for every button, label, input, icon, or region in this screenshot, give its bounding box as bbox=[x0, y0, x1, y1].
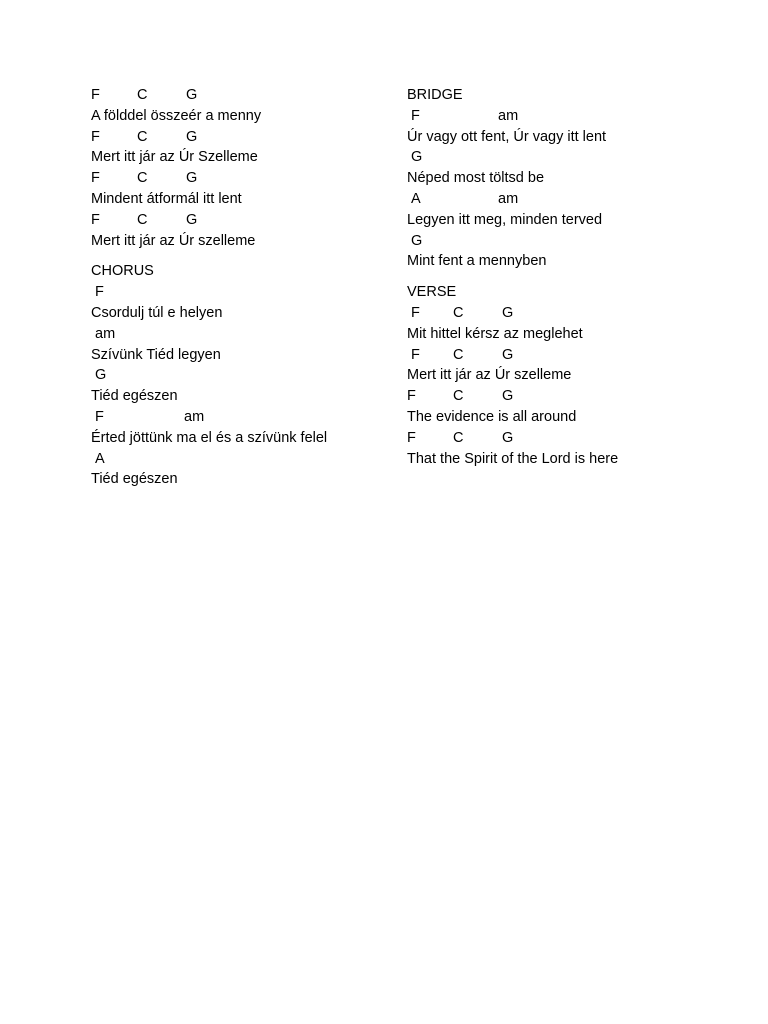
chord-line bbox=[91, 127, 431, 148]
chord: F bbox=[95, 284, 104, 301]
chorus-section bbox=[91, 261, 431, 490]
chord: G bbox=[411, 149, 423, 166]
chord: C bbox=[453, 304, 464, 321]
lyric-line: Szívünk Tiéd legyen bbox=[91, 346, 221, 363]
chord: G bbox=[186, 87, 198, 103]
chord: A bbox=[411, 190, 421, 207]
chord-line bbox=[407, 386, 747, 407]
chord: am bbox=[498, 107, 519, 124]
chord: am bbox=[498, 190, 519, 207]
lyric-line: The evidence is all around bbox=[407, 408, 577, 425]
left-column bbox=[91, 85, 431, 500]
chord: C bbox=[137, 211, 148, 228]
chord: F bbox=[411, 346, 420, 363]
section-heading: CHORUS bbox=[91, 263, 154, 280]
section-heading: VERSE bbox=[407, 284, 457, 301]
chord: C bbox=[453, 346, 464, 363]
chord-line bbox=[407, 428, 747, 449]
chord-line bbox=[91, 85, 431, 106]
lyric-line: Mit hittel kérsz az meglehet bbox=[407, 325, 583, 342]
chord: F bbox=[411, 107, 420, 124]
lyric-line: A földdel összeér a menny bbox=[91, 107, 262, 124]
lyric-line: Tiéd egészen bbox=[91, 388, 178, 405]
lyric-line: Mert itt jár az Úr Szelleme bbox=[91, 149, 258, 166]
chord: F bbox=[411, 304, 420, 321]
lyric-line: Néped most töltsd be bbox=[407, 170, 545, 187]
chord: C bbox=[453, 429, 464, 446]
chord: F bbox=[91, 211, 100, 228]
chord: C bbox=[137, 128, 148, 145]
chord: G bbox=[186, 128, 198, 145]
chord-line bbox=[91, 210, 431, 231]
chord: G bbox=[502, 346, 514, 363]
lyric-line: Érted jöttünk ma el és a szívünk felel bbox=[91, 429, 328, 446]
chord-line bbox=[91, 407, 431, 428]
intro-verse-section bbox=[91, 85, 431, 251]
lyric-line: That the Spirit of the Lord is here bbox=[407, 450, 619, 467]
chord-line bbox=[407, 345, 747, 366]
lyric-line: Mindent átformál itt lent bbox=[91, 190, 242, 207]
chord-line bbox=[91, 168, 431, 189]
chord: F bbox=[91, 87, 100, 103]
right-column bbox=[407, 85, 747, 479]
chord: F bbox=[95, 408, 104, 425]
chord-line bbox=[91, 449, 431, 470]
lyric-line: Mert itt jár az Úr szelleme bbox=[407, 367, 572, 384]
verse-section bbox=[407, 282, 747, 469]
chord-line bbox=[407, 147, 747, 168]
lyric-line: Tiéd egészen bbox=[91, 471, 178, 488]
lyric-line: Csordulj túl e helyen bbox=[91, 304, 223, 321]
chord: F bbox=[91, 128, 100, 145]
lyric-line: Legyen itt meg, minden terved bbox=[407, 211, 603, 228]
chord: G bbox=[502, 388, 514, 405]
chord: G bbox=[186, 170, 198, 187]
chord-line bbox=[407, 189, 747, 210]
chord: am bbox=[95, 325, 116, 342]
chord: G bbox=[95, 367, 107, 384]
chord: F bbox=[407, 429, 416, 446]
lyric-line: Mert itt jár az Úr szelleme bbox=[91, 232, 256, 249]
chord: C bbox=[453, 388, 464, 405]
lyric-line: Úr vagy ott fent, Úr vagy itt lent bbox=[407, 128, 607, 145]
chord: G bbox=[502, 429, 514, 446]
chord: am bbox=[184, 408, 205, 425]
chord: C bbox=[137, 170, 148, 187]
chord-line bbox=[407, 231, 747, 252]
chord: A bbox=[95, 450, 105, 467]
lyric-line: Mint fent a mennyben bbox=[407, 253, 547, 270]
chord-line bbox=[91, 282, 431, 303]
chord-line bbox=[407, 303, 747, 324]
section-heading: BRIDGE bbox=[407, 87, 463, 103]
chord-line bbox=[407, 106, 747, 127]
chord: C bbox=[137, 87, 148, 103]
chord-line bbox=[91, 365, 431, 386]
chord: G bbox=[411, 232, 423, 249]
chord: F bbox=[91, 170, 100, 187]
chord-line bbox=[91, 324, 431, 345]
chord: F bbox=[407, 388, 416, 405]
chord: G bbox=[186, 211, 198, 228]
chord: G bbox=[502, 304, 514, 321]
bridge-section bbox=[407, 85, 747, 272]
